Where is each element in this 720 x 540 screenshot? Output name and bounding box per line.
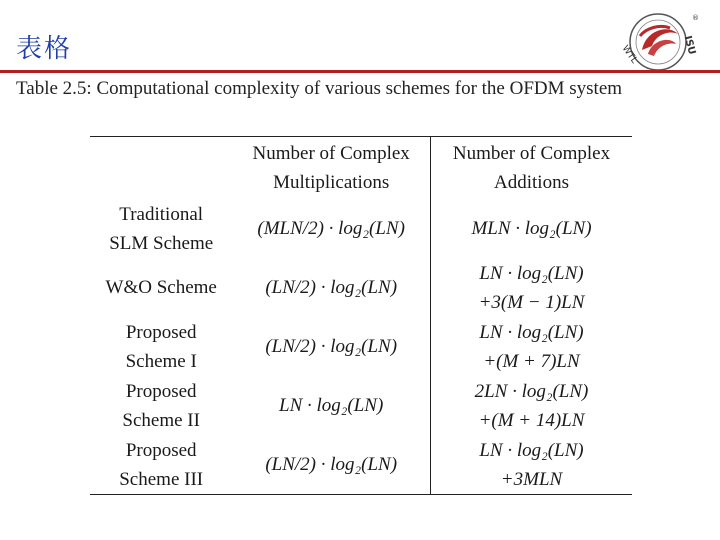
additions-formula-line1: LN · log₂(LN) bbox=[479, 262, 584, 284]
scheme-name-line2: Scheme II bbox=[122, 409, 200, 431]
table-row bbox=[90, 317, 632, 376]
multiplications-cell bbox=[232, 199, 430, 258]
university-logo bbox=[612, 6, 704, 70]
scheme-name-line1: Traditional bbox=[119, 203, 204, 225]
title-underline bbox=[0, 70, 720, 73]
scheme-name-line2: Scheme III bbox=[119, 468, 204, 490]
multiplications-formula: (MLN/2) · log₂(LN) bbox=[257, 218, 405, 239]
scheme-cell bbox=[90, 435, 232, 495]
additions-formula-line1: MLN · log₂(LN) bbox=[471, 218, 592, 239]
additions-cell bbox=[431, 435, 633, 495]
additions-cell bbox=[431, 258, 633, 317]
multiplications-formula: (LN/2) · log₂(LN) bbox=[265, 277, 398, 298]
additions-formula-line2: +3MLN bbox=[500, 468, 563, 490]
logo-registered-mark: ® bbox=[692, 14, 699, 22]
header-additions bbox=[431, 137, 633, 200]
complexity-table-container bbox=[90, 136, 632, 495]
multiplications-formula: (LN/2) · log₂(LN) bbox=[265, 336, 398, 357]
scheme-name-line2: Scheme I bbox=[125, 350, 197, 372]
header-scheme bbox=[90, 137, 232, 200]
additions-formula-line2: +(M + 14)LN bbox=[478, 409, 585, 431]
multiplications-cell bbox=[232, 435, 430, 495]
additions-cell bbox=[431, 376, 633, 435]
additions-formula-line1: 2LN · log₂(LN) bbox=[474, 380, 589, 402]
multiplications-formula: (LN/2) · log₂(LN) bbox=[265, 454, 398, 475]
header-multiplications-line2: Multiplications bbox=[273, 172, 390, 193]
scheme-name-line2: SLM Scheme bbox=[109, 232, 214, 254]
additions-formula-line2: +(M + 7)LN bbox=[483, 350, 580, 372]
scheme-cell bbox=[90, 317, 232, 376]
scheme-cell bbox=[90, 258, 232, 317]
table-caption: Table 2.5: Computational complexity of various schemes for the OFDM system bbox=[16, 78, 623, 99]
table-row bbox=[90, 376, 632, 435]
logo-text-left: WTL bbox=[619, 43, 639, 66]
additions-formula-line1: LN · log₂(LN) bbox=[479, 321, 584, 343]
header-additions-line1: Number of Complex bbox=[452, 143, 611, 164]
header-multiplications-line1: Number of Complex bbox=[252, 143, 410, 164]
logo-text-right: ISU bbox=[681, 34, 698, 56]
scheme-name-line1: Proposed bbox=[125, 439, 197, 461]
scheme-name-line1: Proposed bbox=[125, 380, 197, 402]
multiplications-formula: LN · log₂(LN) bbox=[279, 395, 384, 416]
complexity-table bbox=[90, 136, 632, 495]
header-multiplications bbox=[232, 137, 430, 200]
slide-title: 表格 bbox=[16, 34, 73, 64]
scheme-name-line1: Proposed bbox=[125, 321, 197, 343]
table-row bbox=[90, 258, 632, 317]
additions-formula-line2: +3(M − 1)LN bbox=[478, 291, 585, 313]
table-header-row bbox=[90, 137, 632, 200]
multiplications-cell bbox=[232, 376, 430, 435]
scheme-name-line1: W&O Scheme bbox=[105, 277, 217, 298]
additions-cell bbox=[431, 199, 633, 258]
scheme-cell bbox=[90, 376, 232, 435]
multiplications-cell bbox=[232, 317, 430, 376]
header-additions-line2: Additions bbox=[494, 172, 569, 193]
scheme-cell bbox=[90, 199, 232, 258]
additions-formula-line1: LN · log₂(LN) bbox=[479, 439, 584, 461]
table-row bbox=[90, 435, 632, 495]
table-row bbox=[90, 199, 632, 258]
additions-cell bbox=[431, 317, 633, 376]
multiplications-cell bbox=[232, 258, 430, 317]
